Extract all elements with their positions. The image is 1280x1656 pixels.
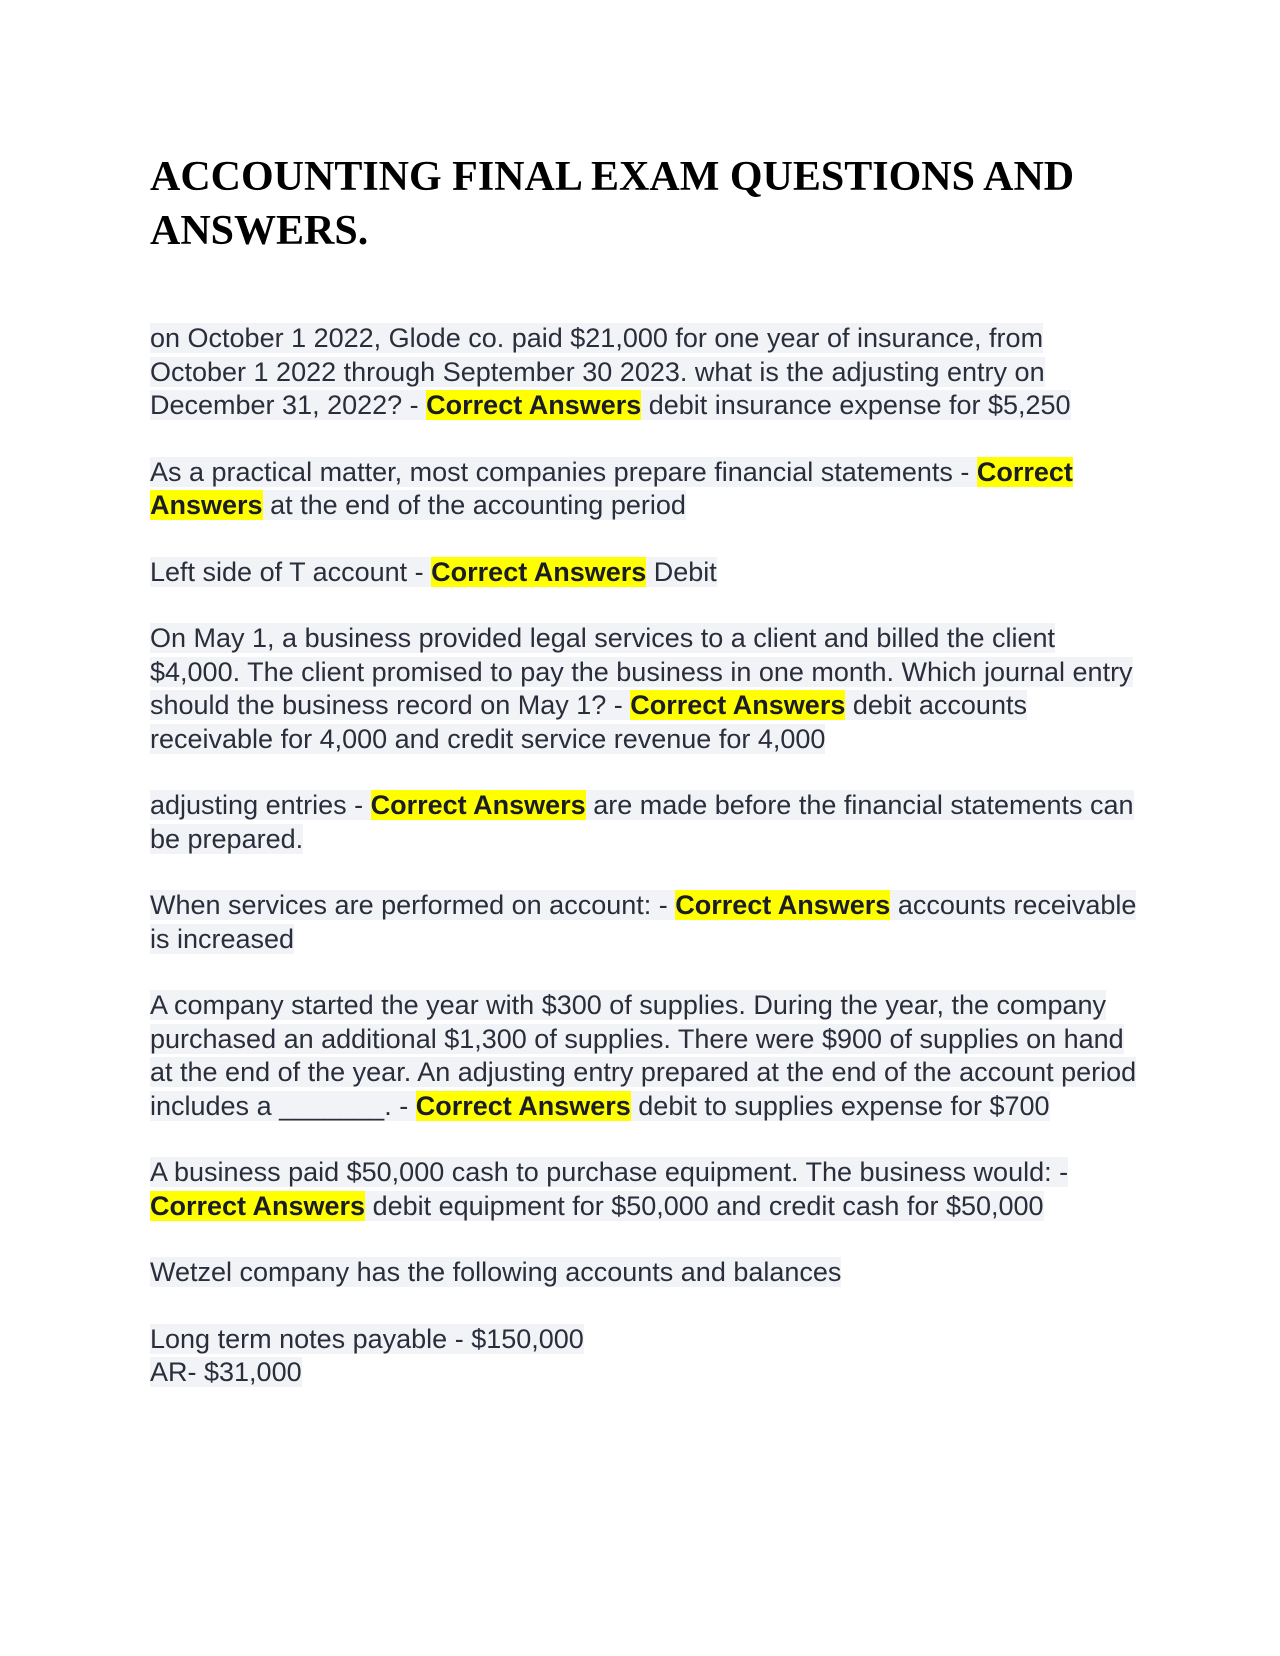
qa-item-1 [150, 322, 1140, 423]
answer-text: Debit [646, 556, 717, 587]
answer-label: Correct Answers [675, 890, 891, 920]
qa-item-4 [150, 622, 1140, 756]
accounts-intro [150, 1256, 1140, 1290]
answer-text: debit to supplies expense for $700 [630, 1090, 1050, 1121]
question-text: adjusting entries - [150, 790, 371, 820]
document-title: ACCOUNTING FINAL EXAM QUESTIONS AND ANSWERS. [150, 154, 1075, 254]
answer-text: accounts receivable is increased [150, 890, 1137, 954]
accounts-intro-text: Wetzel company has the following accounts and balances [150, 1257, 842, 1287]
answer-label: Correct Answers [431, 556, 647, 587]
question-text: A company started the year with $300 of supplies. During the year, the company purchased an additional $1,300 of supplies. There were $900 of supplies on hand at the end of the year. An adjusting entry prepared at the end of the account period includes a _______. - [150, 990, 1137, 1121]
answer-text: debit accounts receivable for 4,000 and credit service revenue for 4,000 [150, 690, 1027, 754]
qa-item-5 [150, 789, 1140, 856]
document-body [150, 322, 1140, 1390]
balance-text: Long term notes payable - $150,000 [150, 1323, 584, 1354]
balance-text: AR- $31,000 [150, 1357, 302, 1387]
question-text: When services are performed on account: - [150, 890, 676, 920]
question-text: Left side of T account - [150, 556, 432, 587]
answer-label: Correct Answers [630, 690, 846, 720]
answer-label: Correct Answers [150, 1190, 366, 1221]
answer-text: debit equipment for $50,000 and credit cash for $50,000 [365, 1190, 1044, 1221]
answer-label: Correct Answers [415, 1090, 631, 1121]
balance-line-1 [150, 1323, 1140, 1357]
question-text: As a practical matter, most companies prepare financial statements - [150, 456, 977, 487]
answer-text: are made before the financial statements can be prepared. [150, 790, 1134, 854]
answer-text: debit insurance expense for $5,250 [641, 390, 1071, 420]
document-page [150, 150, 1140, 1390]
question-text: A business paid $50,000 cash to purchase equipment. The business would: - [150, 1157, 1069, 1187]
answer-label: Correct Answers [370, 790, 586, 820]
qa-item-3 [150, 556, 1140, 590]
qa-item-6 [150, 889, 1140, 956]
balance-line-2 [150, 1356, 1140, 1390]
question-text: on October 1 2022, Glode co. paid $21,000 for one year of insurance, from October 1 2022 through September 30 2023. what is the adjusting entry on December 31, 2022? - [150, 323, 1045, 420]
answer-label: Correct Answers [150, 456, 1073, 520]
qa-item-8 [150, 1156, 1140, 1223]
answer-label: Correct Answers [426, 390, 642, 420]
qa-item-2 [150, 456, 1140, 523]
question-text: On May 1, a business provided legal services to a client and billed the client $4,000. The client promised to pay the business in one month. Which journal entry should the business record on May 1? - [150, 623, 1133, 720]
qa-item-7 [150, 989, 1140, 1123]
answer-text: at the end of the accounting period [262, 490, 686, 520]
